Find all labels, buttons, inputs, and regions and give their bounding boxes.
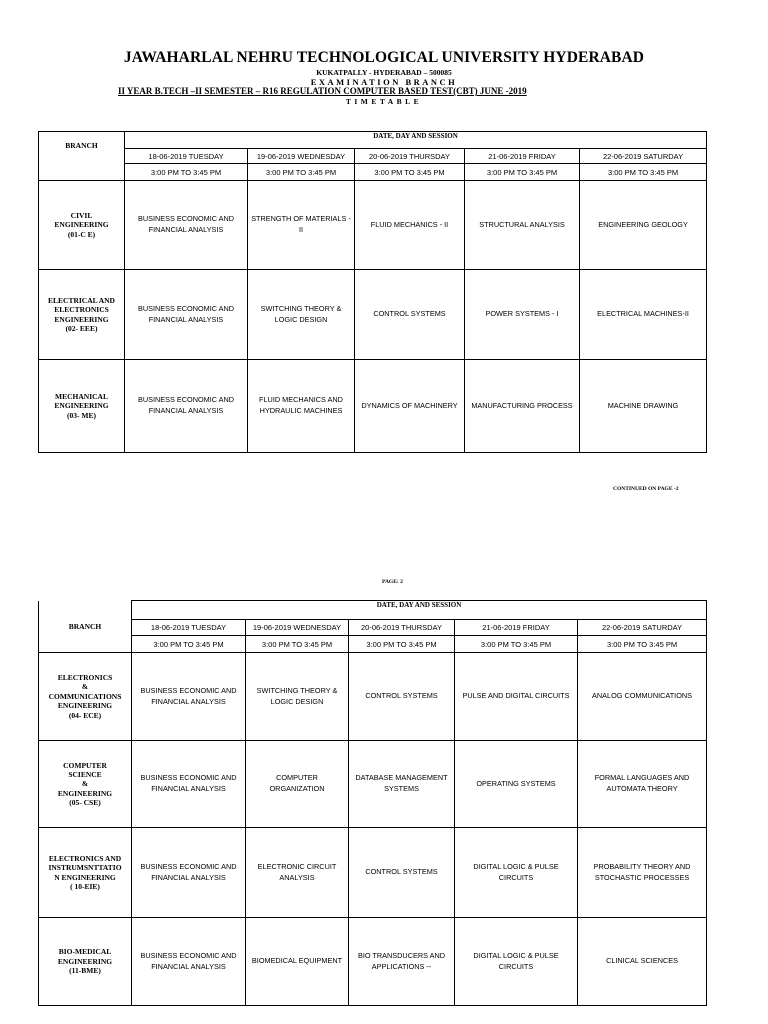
branch-name-line: N ENGINEERING xyxy=(54,872,116,882)
subject-cell: ELECTRICAL MACHINES-II xyxy=(580,270,707,360)
branch-name-cell xyxy=(39,741,132,828)
branch-name-line: ENGINEERING xyxy=(57,701,113,711)
timetable-page-2 xyxy=(38,600,707,1006)
subject-cell: COMPUTER ORGANIZATION xyxy=(246,741,349,828)
branch-row xyxy=(39,653,707,741)
date-day-session-header: DATE, DAY AND SESSION xyxy=(125,132,707,149)
subject-cell: SWITCHING THEORY & LOGIC DESIGN xyxy=(246,653,349,741)
subject-cell: OPERATING SYSTEMS xyxy=(455,741,578,828)
timetable-heading: TIMETABLE xyxy=(345,97,423,106)
subject-cell: BUSINESS ECONOMIC AND FINANCIAL ANALYSIS xyxy=(125,181,248,270)
session-time-cell: 3:00 PM TO 3:45 PM xyxy=(465,164,580,181)
date-day-cell: 19-06-2019 WEDNESDAY xyxy=(246,620,349,636)
date-day-cell: 19-06-2019 WEDNESDAY xyxy=(248,149,355,164)
subject-cell: MANUFACTURING PROCESS xyxy=(465,360,580,453)
subject-cell: MACHINE DRAWING xyxy=(580,360,707,453)
date-day-cell: 18-06-2019 TUESDAY xyxy=(125,149,248,164)
branch-row xyxy=(39,828,707,918)
date-day-cell: 20-06-2019 THURSDAY xyxy=(355,149,465,164)
branch-name-cell xyxy=(39,270,125,360)
session-time-cell: 3:00 PM TO 3:45 PM xyxy=(349,636,455,653)
time-row xyxy=(39,636,707,653)
subject-cell: BUSINESS ECONOMIC AND FINANCIAL ANALYSIS xyxy=(125,360,248,453)
exam-title: II YEAR B.TECH –II SEMESTER – R16 REGULATION COMPUTER BASED TEST(CBT) JUNE -2019 xyxy=(118,86,527,96)
subject-cell: ANALOG COMMUNICATIONS xyxy=(578,653,707,741)
branch-name-line: (02- EEE) xyxy=(65,323,98,333)
university-title: JAWAHARLAL NEHRU TECHNOLOGICAL UNIVERSITY HYDERABAD xyxy=(123,49,645,66)
branch-name-line: ( 10-EIE) xyxy=(70,881,100,891)
branch-row xyxy=(39,270,707,360)
subject-cell: FORMAL LANGUAGES AND AUTOMATA THEORY xyxy=(578,741,707,828)
university-address: KUKATPALLY - HYDERABAD – 500085 xyxy=(316,68,452,77)
continued-note: CONTINUED ON PAGE -2 xyxy=(613,486,679,492)
branch-name-cell xyxy=(39,181,125,270)
branch-name-line: ENGINEERING xyxy=(54,220,109,230)
subject-cell: BIOMEDICAL EQUIPMENT xyxy=(246,918,349,1006)
subject-cell: DIGITAL LOGIC & PULSE CIRCUITS xyxy=(455,918,578,1006)
branch-name-line: INSTRUMSNTTATIO xyxy=(48,863,122,873)
subject-cell: DATABASE MANAGEMENT SYSTEMS xyxy=(349,741,455,828)
days-row xyxy=(39,620,707,636)
date-day-cell: 18-06-2019 TUESDAY xyxy=(132,620,246,636)
session-time-cell: 3:00 PM TO 3:45 PM xyxy=(355,164,465,181)
session-time-cell: 3:00 PM TO 3:45 PM xyxy=(248,164,355,181)
branch-name-line: (04- ECE) xyxy=(68,710,102,720)
branch-name-line: ELECTRONICS xyxy=(57,673,113,683)
branch-name-cell xyxy=(39,653,132,741)
page-number: PAGE: 2 xyxy=(382,579,403,585)
branch-name-cell xyxy=(39,828,132,918)
branch-name-line: ELECTRONICS AND xyxy=(48,853,122,863)
branch-name-line: (05- CSE) xyxy=(69,798,101,808)
branch-name-line: SCIENCE xyxy=(68,769,102,779)
branch-row xyxy=(39,741,707,828)
date-day-cell: 20-06-2019 THURSDAY xyxy=(349,620,455,636)
branch-name-line: (01-C E) xyxy=(67,229,96,239)
branch-name-line: COMPUTER xyxy=(63,760,107,770)
subject-cell: CLINICAL SCIENCES xyxy=(578,918,707,1006)
date-day-session-header: DATE, DAY AND SESSION xyxy=(132,601,707,620)
branch-row xyxy=(39,360,707,453)
subject-cell: BUSINESS ECONOMIC AND FINANCIAL ANALYSIS xyxy=(132,741,246,828)
branch-name-line: & xyxy=(81,779,89,789)
branch-row xyxy=(39,918,707,1006)
session-time-cell: 3:00 PM TO 3:45 PM xyxy=(125,164,248,181)
date-day-cell: 21-06-2019 FRIDAY xyxy=(455,620,578,636)
branch-name-line: BIO-MEDICAL xyxy=(58,947,112,957)
subject-cell: BIO TRANSDUCERS AND APPLICATIONS -- xyxy=(349,918,455,1006)
subject-cell: STRUCTURAL ANALYSIS xyxy=(465,181,580,270)
subject-cell: CONTROL SYSTEMS xyxy=(349,653,455,741)
session-time-cell: 3:00 PM TO 3:45 PM xyxy=(578,636,707,653)
session-time-cell: 3:00 PM TO 3:45 PM xyxy=(580,164,707,181)
subject-cell: ENGINEERING GEOLOGY xyxy=(580,181,707,270)
branch-name-line: ELECTRONICS xyxy=(54,305,109,315)
date-day-cell: 22-06-2019 SATURDAY xyxy=(578,620,707,636)
subject-cell: PROBABILITY THEORY AND STOCHASTIC PROCESSES xyxy=(578,828,707,918)
examination-branch: EXAMINATION BRANCH xyxy=(310,77,458,87)
subject-cell: DYNAMICS OF MACHINERY xyxy=(355,360,465,453)
time-row xyxy=(39,164,707,181)
subject-cell: BUSINESS ECONOMIC AND FINANCIAL ANALYSIS xyxy=(132,828,246,918)
branch-name-line: ELECTRICAL AND xyxy=(48,295,115,305)
subject-cell: FLUID MECHANICS AND HYDRAULIC MACHINES xyxy=(248,360,355,453)
session-time-cell: 3:00 PM TO 3:45 PM xyxy=(455,636,578,653)
branch-name-line: COMMUNICATIONS xyxy=(48,691,122,701)
session-time-cell: 3:00 PM TO 3:45 PM xyxy=(246,636,349,653)
subject-cell: ELECTRONIC CIRCUIT ANALYSIS xyxy=(246,828,349,918)
branch-name-cell xyxy=(39,360,125,453)
branch-name-line: ENGINEERING xyxy=(57,788,113,798)
branch-name-line: (03- ME) xyxy=(67,410,96,420)
subject-cell: FLUID MECHANICS - II xyxy=(355,181,465,270)
branch-name-line: & xyxy=(81,682,89,692)
branch-name-line: ENGINEERING xyxy=(54,314,109,324)
subject-cell: BUSINESS ECONOMIC AND FINANCIAL ANALYSIS xyxy=(132,653,246,741)
branch-header: BRANCH xyxy=(39,601,132,653)
session-time-cell: 3:00 PM TO 3:45 PM xyxy=(132,636,246,653)
subject-cell: BUSINESS ECONOMIC AND FINANCIAL ANALYSIS xyxy=(132,918,246,1006)
branch-name-line: (11-BME) xyxy=(69,966,101,976)
date-day-cell: 22-06-2019 SATURDAY xyxy=(580,149,707,164)
branch-name-line: CIVIL xyxy=(70,210,93,220)
branch-header: BRANCH xyxy=(39,132,125,181)
branch-name-line: MECHANICAL xyxy=(55,391,108,401)
subject-cell: CONTROL SYSTEMS xyxy=(349,828,455,918)
branch-name-cell xyxy=(39,918,132,1006)
subject-cell: DIGITAL LOGIC & PULSE CIRCUITS xyxy=(455,828,578,918)
days-row xyxy=(39,149,707,164)
subject-cell: CONTROL SYSTEMS xyxy=(355,270,465,360)
branch-name-line: ENGINEERING xyxy=(57,956,113,966)
timetable-page-1 xyxy=(38,131,707,453)
subject-cell: STRENGTH OF MATERIALS - II xyxy=(248,181,355,270)
subject-cell: POWER SYSTEMS - I xyxy=(465,270,580,360)
subject-cell: SWITCHING THEORY & LOGIC DESIGN xyxy=(248,270,355,360)
branch-name-line: ENGINEERING xyxy=(54,401,109,411)
subject-cell: BUSINESS ECONOMIC AND FINANCIAL ANALYSIS xyxy=(125,270,248,360)
date-day-cell: 21-06-2019 FRIDAY xyxy=(465,149,580,164)
branch-row xyxy=(39,181,707,270)
subject-cell: PULSE AND DIGITAL CIRCUITS xyxy=(455,653,578,741)
